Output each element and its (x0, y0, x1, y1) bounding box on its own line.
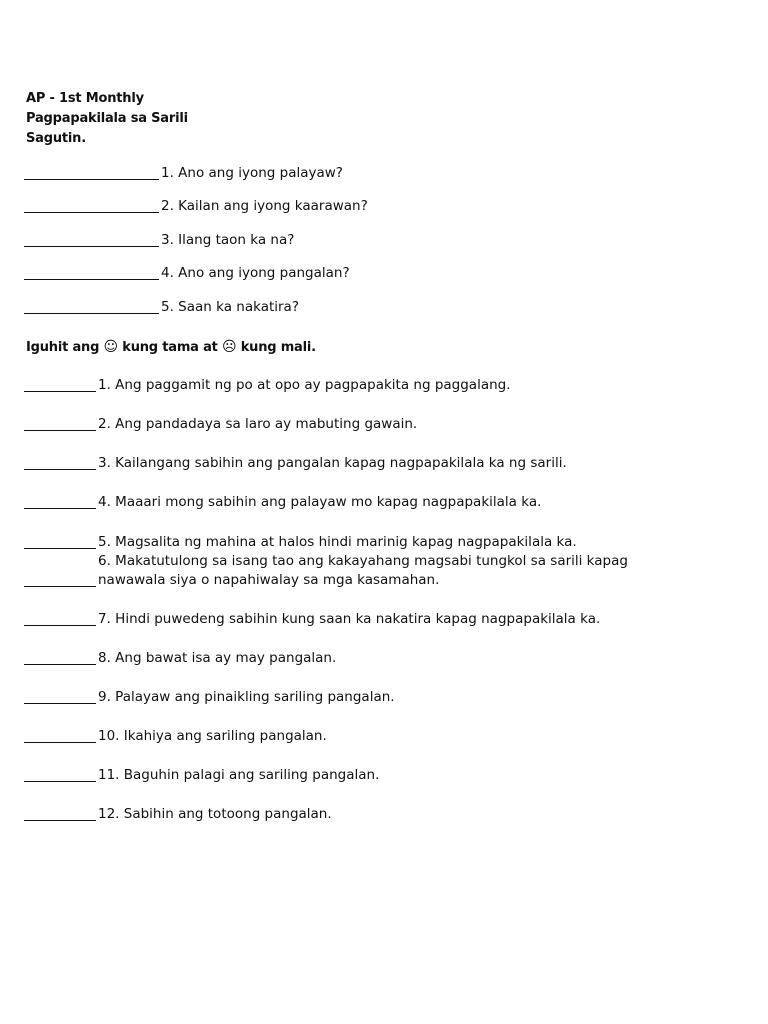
answer-blank[interactable] (24, 179, 159, 180)
statement-text: 11. Baguhin palagi ang sariling pangalan. (98, 767, 380, 783)
question-text: 1. Ano ang iyong palayaw? (161, 165, 343, 181)
answer-blank[interactable] (24, 742, 96, 743)
statement-text: 7. Hindi puwedeng sabihin kung saan ka nakatira kapag nagpapakilala ka. (98, 611, 601, 627)
answer-blank[interactable] (24, 508, 96, 509)
question-text: 4. Ano ang iyong pangalan? (161, 265, 350, 281)
instruction-text: Iguhit ang (26, 340, 104, 355)
smile-icon: ☺ (103, 339, 118, 355)
statement-text: 12. Sabihin ang totoong pangalan. (98, 806, 332, 822)
statement-text: 1. Ang paggamit ng po at opo ay pagpapakita ng paggalang. (98, 377, 511, 393)
instruction-text: kung tama at (117, 340, 222, 355)
answer-blank[interactable] (24, 625, 96, 626)
statement-text: 3. Kailangang sabihin ang pangalan kapag nagpapakilala ka ng sarili. (98, 455, 567, 471)
answer-blank[interactable] (24, 246, 159, 247)
statement-text: 2. Ang pandadaya sa laro ay mabuting gawain. (98, 416, 418, 432)
section-instruction: Sagutin. (26, 131, 86, 146)
answer-blank[interactable] (24, 469, 96, 470)
answer-blank[interactable] (24, 313, 159, 314)
answer-blank[interactable] (24, 279, 159, 280)
statement-text-continued: nawawala siya o napahiwalay sa mga kasamahan. (98, 572, 440, 588)
true-false-instruction (26, 339, 316, 356)
question-text: 2. Kailan ang iyong kaarawan? (161, 198, 368, 214)
question-text: 5. Saan ka nakatira? (161, 299, 299, 315)
statement-text: 10. Ikahiya ang sariling pangalan. (98, 728, 327, 744)
answer-blank[interactable] (24, 391, 96, 392)
answer-blank[interactable] (24, 703, 96, 704)
answer-blank[interactable] (24, 212, 159, 213)
statement-text: 9. Palayaw ang pinaikling sariling pangalan. (98, 689, 395, 705)
answer-blank[interactable] (24, 820, 96, 821)
lesson-title: Pagpapakilala sa Sarili (26, 111, 188, 126)
answer-blank[interactable] (24, 548, 96, 549)
answer-blank[interactable] (24, 781, 96, 782)
statement-text: 5. Magsalita ng mahina at halos hindi marinig kapag nagpapakilala ka. (98, 534, 577, 550)
statement-text: 8. Ang bawat isa ay may pangalan. (98, 650, 337, 666)
statement-text: 6. Makatutulong sa isang tao ang kakayahang magsabi tungkol sa sarili kapag (98, 553, 628, 569)
answer-blank[interactable] (24, 430, 96, 431)
question-text: 3. Ilang taon ka na? (161, 232, 295, 248)
instruction-text: kung mali. (236, 340, 316, 355)
answer-blank[interactable] (24, 586, 96, 587)
statement-text: 4. Maaari mong sabihin ang palayaw mo kapag nagpapakilala ka. (98, 494, 542, 510)
answer-blank[interactable] (24, 664, 96, 665)
subject-title: AP - 1st Monthly (26, 91, 144, 106)
frown-icon: ☹ (221, 339, 237, 355)
